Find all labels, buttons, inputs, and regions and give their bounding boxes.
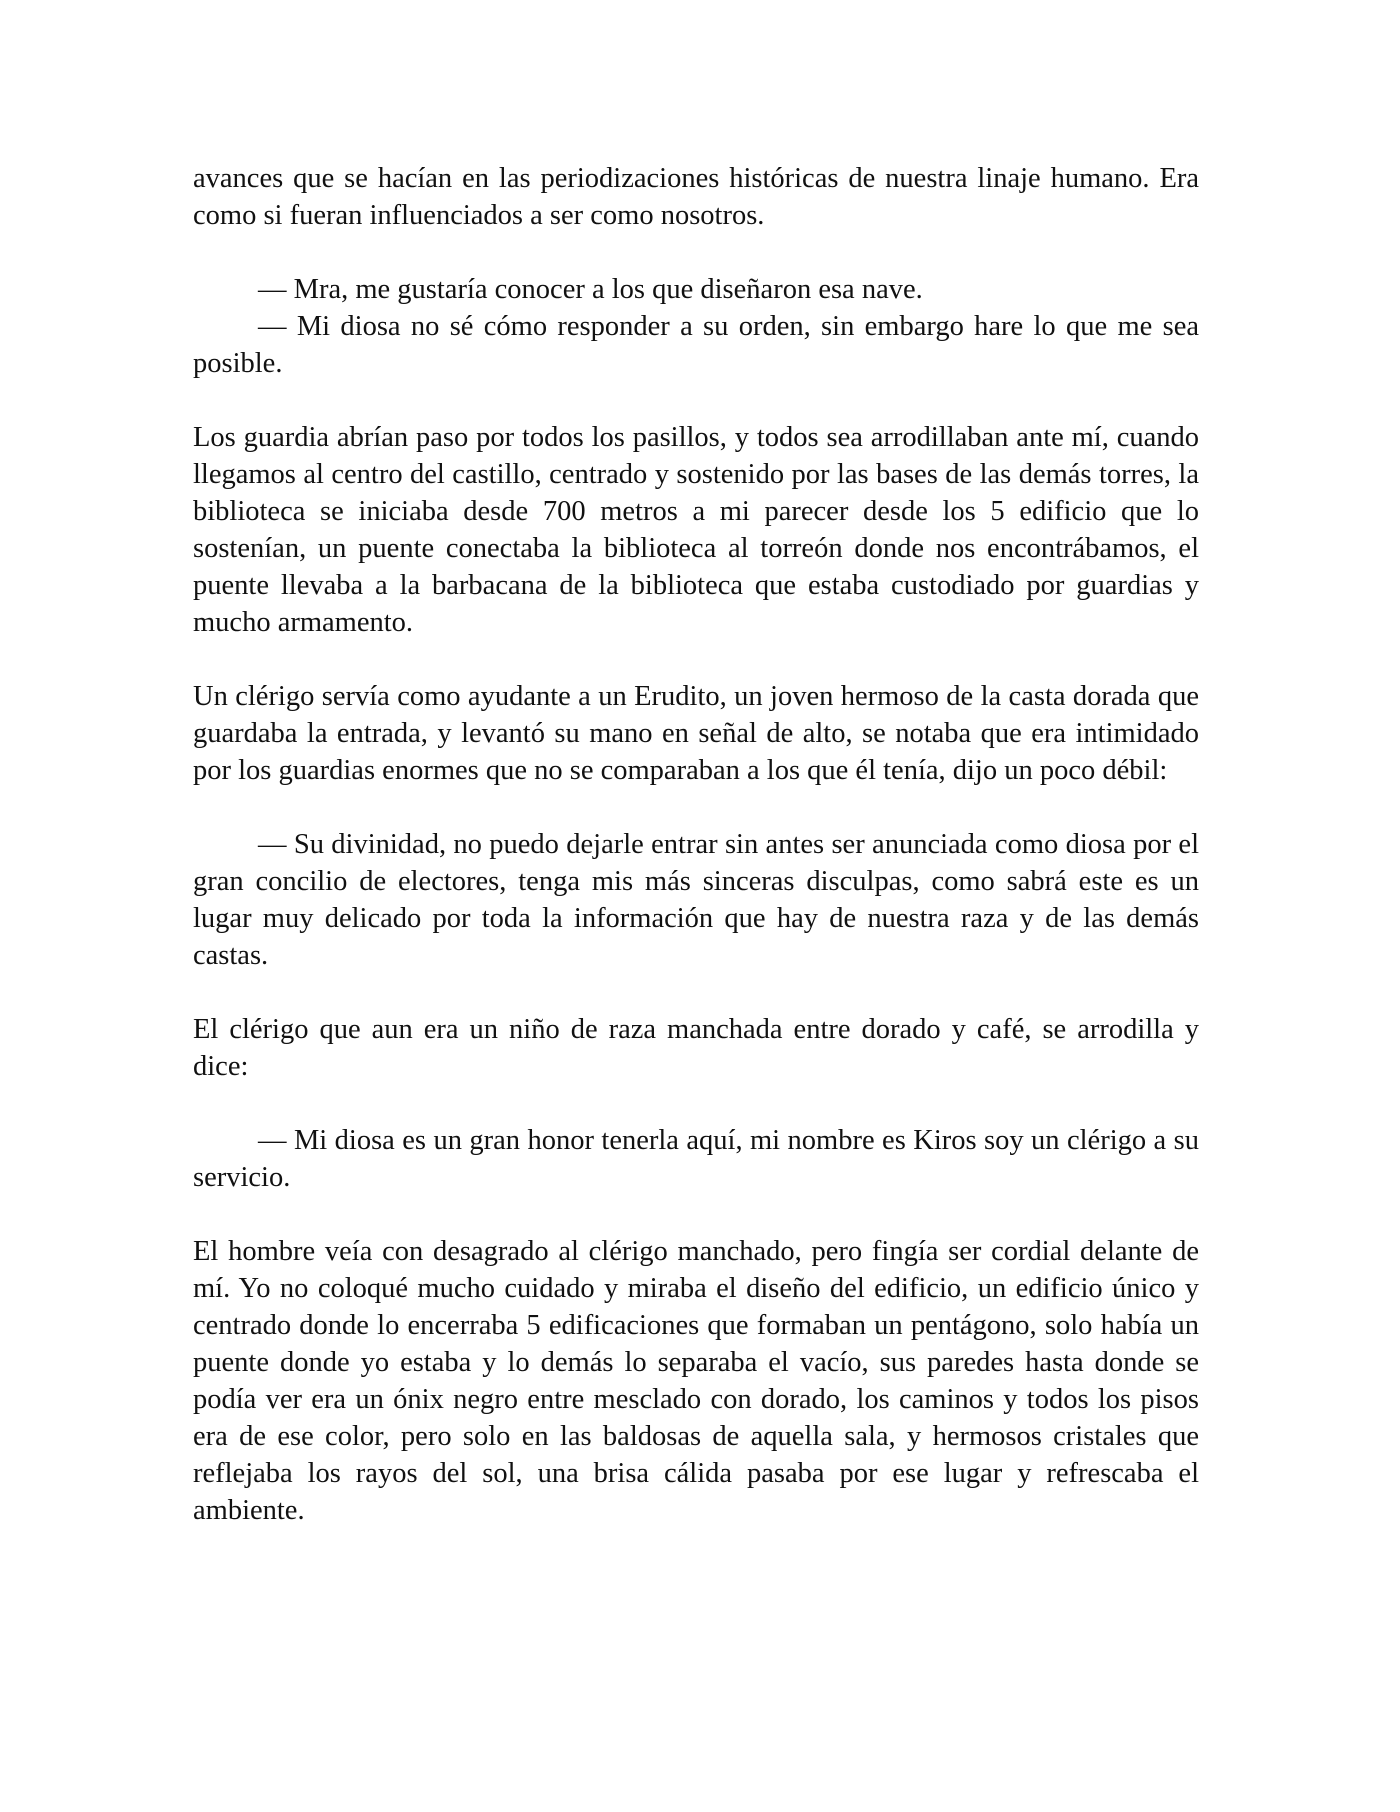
paragraph-1: avances que se hacían en las periodizaciones históricas de nuestra linaje humano. Era como si fueran influenciados a ser como nosotros. (193, 163, 1199, 231)
dialogue-4: — Mi diosa es un gran honor tenerla aquí, mi nombre es Kiros soy un clérigo a su servicio. (193, 1125, 1199, 1193)
dialogue-1: — Mra, me gustaría conocer a los que diseñaron esa nave. (258, 274, 923, 305)
dialogue-2: — Mi diosa no sé cómo responder a su orden, sin embargo hare lo que me sea posible. (193, 311, 1199, 379)
paragraph-3: Un clérigo servía como ayudante a un Erudito, un joven hermoso de la casta dorada que guardaba la entrada, y levantó su mano en señal de alto, se notaba que era intimidado por los guardias enormes que no se comparaban a los que él tenía, dijo un poco débil: (193, 681, 1199, 786)
paragraph-5: El hombre veía con desagrado al clérigo manchado, pero fingía ser cordial delante de mí. Yo no coloqué mucho cuidado y miraba el diseño del edificio, un edificio único y centrado donde lo encerraba 5 edificaciones que formaban un pentágono, solo había un puente donde yo estaba y lo demás lo separaba el vacío, sus paredes hasta donde se podía ver era un ónix negro entre mesclado con dorado, los caminos y todos los pisos era de ese color, pero solo en las baldosas de aquella sala, y hermosos cristales que reflejaba los rayos del sol, una brisa cálida pasaba por ese lugar y refrescaba el ambiente. (193, 1236, 1199, 1526)
document-page (193, 160, 1199, 1529)
dialogue-3: — Su divinidad, no puedo dejarle entrar sin antes ser anunciada como diosa por el gran concilio de electores, tenga mis más sinceras disculpas, como sabrá este es un lugar muy delicado por toda la información que hay de nuestra raza y de las demás castas. (193, 829, 1199, 971)
paragraph-4: El clérigo que aun era un niño de raza manchada entre dorado y café, se arrodilla y dice: (193, 1014, 1199, 1082)
paragraph-2: Los guardia abrían paso por todos los pasillos, y todos sea arrodillaban ante mí, cuando llegamos al centro del castillo, centrado y sostenido por las bases de las demás torres, la biblioteca se iniciaba desde 700 metros a mi parecer desde los 5 edificio que lo sostenían, un puente conectaba la biblioteca al torreón donde nos encontrábamos, el puente llevaba a la barbacana de la biblioteca que estaba custodiado por guardias y mucho armamento. (193, 422, 1199, 638)
